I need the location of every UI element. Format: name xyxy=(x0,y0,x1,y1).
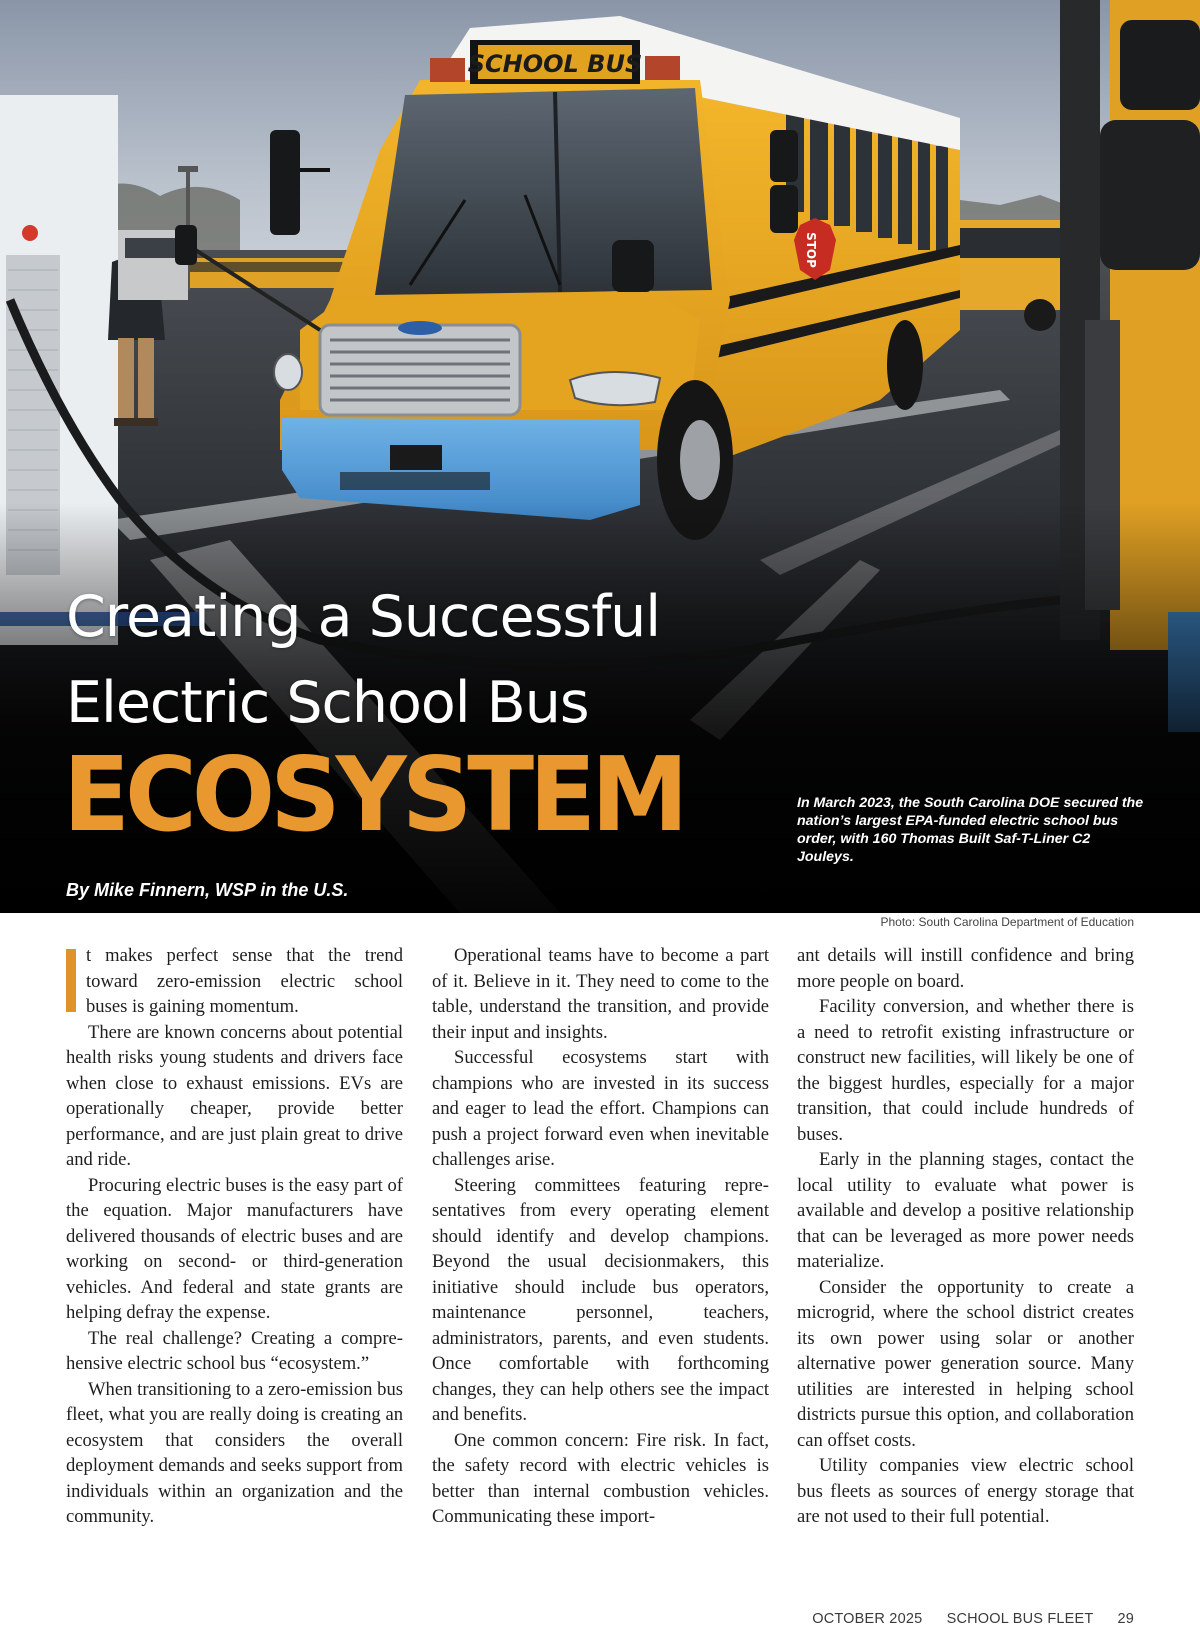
magazine-name: SCHOOL BUS FLEET xyxy=(946,1611,1094,1627)
page-footer xyxy=(812,1611,1134,1627)
drop-cap xyxy=(66,949,76,1012)
issue-date: OCTOBER 2025 xyxy=(812,1611,923,1627)
article-paragraph: The real challenge? Creating a comprehensive electric school bus “ecosystem.” xyxy=(66,1327,403,1374)
article-paragraph: Steering committees featuring representatives from every operating element should identify and develop champions. Beyond the usual decisionmakers, this initiative should include bus operators, maintenance personnel, teachers, administrators, parents, and even students. Once comfortable with forthcoming changes, they can help others see the impact and benefits. xyxy=(432,1174,769,1425)
headline-line-2: Electric School Bus xyxy=(66,670,589,736)
article-paragraph: Consider the opportunity to create a microgrid, where the school district creates its own power using solar or another alternative power generation source. Many utilities are interested in helping school districts pursue this option, and collaboration can offset costs. xyxy=(797,1276,1134,1451)
article-paragraph: When transitioning to a zero-emission bus fleet, what you are really doing is creating an ecosystem that considers the overall deployment demands and seeks support from individuals within an organization and the community. xyxy=(66,1378,403,1527)
headline-emphasis: ECOSYSTEM xyxy=(63,735,684,856)
article-column-1 xyxy=(66,943,403,1530)
photo-credit: Photo: South Carolina Department of Education xyxy=(880,915,1134,929)
article-paragraph: t makes perfect sense that the trend toward zero-emission electric school buses is gaining momentum. xyxy=(66,943,403,1020)
article-paragraph: Successful ecosystems start with champions who are invested in its success and eager to lead the effort. Champions can push a project forward even when inevitable challenges arise. xyxy=(432,1047,769,1170)
article-paragraph: Facility conversion, and whether there is a need to retrofit existing infrastructure or construct new facilities, will likely be one of the biggest hurdles, especially for a major transition, that could include hundreds of buses. xyxy=(797,996,1134,1145)
article-paragraph: Early in the planning stages, contact the local utility to evaluate what power is available and develop a positive relationship that can be leveraged as more power needs materialize. xyxy=(797,1149,1134,1272)
article-column-3 xyxy=(797,943,1134,1530)
article-column-2 xyxy=(432,943,769,1530)
article-paragraph: One common concern: Fire risk. In fact, the safety record with electric vehicles is better than internal combustion vehicles. Communicating these import- xyxy=(432,1429,769,1527)
article-paragraph: There are known concerns about potential health risks young students and drivers face when close to exhaust emissions. EVs are operationally cheaper, provide better performance, and are just plain great to drive and ride. xyxy=(66,1021,403,1170)
byline: By Mike Finnern, WSP in the U.S. xyxy=(66,880,349,900)
headline-line-1: Creating a Successful xyxy=(66,584,661,650)
article-paragraph: Utility companies view electric school bus fleets as sources of energy storage that are not used to their full potential. xyxy=(797,1455,1134,1527)
article-paragraph: Procuring electric buses is the easy part of the equation. Major manufacturers have delivered thousands of electric buses and are working on second- or third-generation vehicles. And federal and state grants are helping defray the expense. xyxy=(66,1174,403,1323)
page-number: 29 xyxy=(1117,1611,1134,1627)
article-paragraph: ant details will instill confidence and bring more people on board. xyxy=(797,945,1134,992)
article-paragraph: Operational teams have to become a part of it. Believe in it. They need to come to the table, understand the transition, and provide their input and insights. xyxy=(432,945,769,1043)
photo-caption: In March 2023, the South Carolina DOE secured the nation’s largest EPA-funded electric school bus order, with 160 Thomas Built Saf-T-Liner C2 Jouleys. xyxy=(797,795,1144,865)
